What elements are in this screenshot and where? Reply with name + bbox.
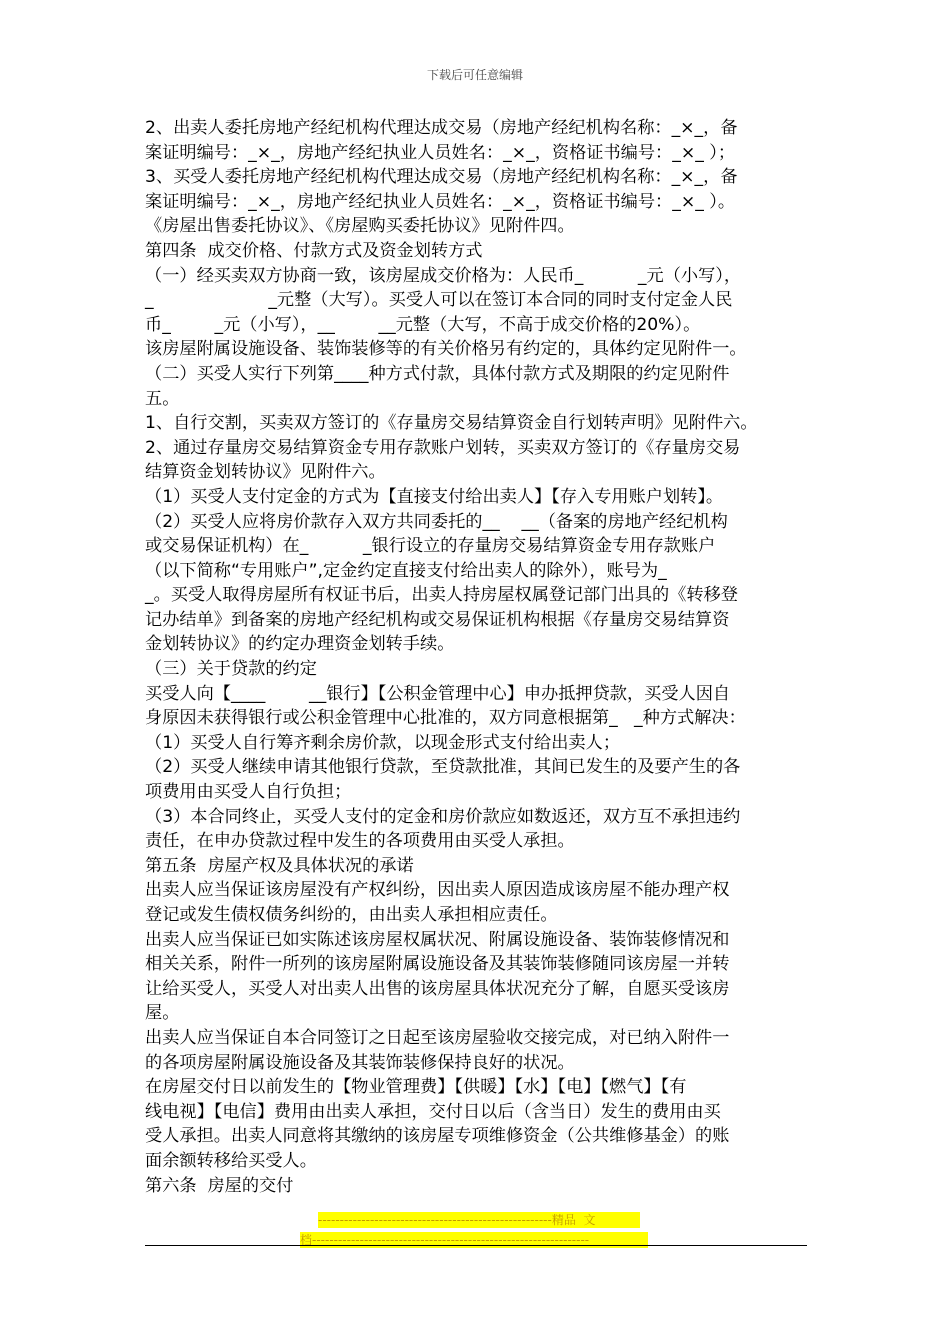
body-line: 《房屋出售委托协议》、《房屋购买委托协议》见附件四。 <box>145 216 575 237</box>
body-line: 五。 <box>145 388 180 409</box>
page-footer <box>300 1212 650 1252</box>
body-line: （1）买受人支付定金的方式为【直接支付给出卖人】【存入专用账户划转】。 <box>145 486 724 507</box>
section-heading: 第六条 房屋的交付 <box>145 1175 294 1196</box>
body-line: 3、买受人委托房地产经纪机构代理达成交易（房地产经纪机构名称：_×_，备 <box>145 167 738 188</box>
body-line: （1）买受人自行筹齐剩余房价款，以现金形式支付给出卖人； <box>145 732 621 753</box>
body-line: （3）本合同终止，买受人支付的定金和房价款应如数返还，双方互不承担违约 <box>145 806 741 827</box>
body-line: 登记或发生债权债务纠纷的，由出卖人承担相应责任。 <box>145 905 558 925</box>
body-line: 相关关系，附件一所列的该房屋附属设施设备及其装饰装修随同该房屋一并转 <box>145 954 730 975</box>
body-line: （2）买受人继续申请其他银行贷款，至贷款批准，其间已发生的及要产生的各 <box>145 757 741 778</box>
body-line: _ _元整（大写）。买受人可以在签订本合同的同时支付定金人民 <box>145 290 733 311</box>
section-heading: 第五条 房屋产权及具体状况的承诺 <box>145 855 414 876</box>
body-line: 受人承担。出卖人同意将其缴纳的该房屋专项维修资金（公共维修基金）的账 <box>145 1126 730 1147</box>
body-line: 买受人向【____ __银行】【公积金管理中心】申办抵押贷款，买受人因自 <box>145 683 731 704</box>
body-line: 案证明编号：_×_，房地产经纪执业人员姓名：_×_，资格证书编号：_×_ ）； <box>145 142 736 163</box>
body-line: （以下简称“专用账户”,定金约定直接支付给出卖人的除外），账号为_ <box>145 560 667 581</box>
body-line: 面余额转移给买受人。 <box>145 1150 317 1171</box>
footer-rule <box>145 1245 807 1246</box>
body-line: 让给买受人，买受人对出卖人出售的该房屋具体状况充分了解，自愿买受该房 <box>145 978 730 999</box>
body-line: 1、自行交割，买卖双方签订的《存量房交易结算资金自行划转声明》见附件六。 <box>145 413 758 434</box>
body-line: 该房屋附属设施设备、装饰装修等的有关价格另有约定的，具体约定见附件一。 <box>145 339 747 360</box>
body-line: 或交易保证机构）在_ _银行设立的存量房交易结算资金专用存款账户 <box>145 536 716 557</box>
body-line: 线电视】【电信】费用由出卖人承担，交付日以后（含当日）发生的费用由买 <box>145 1101 721 1122</box>
body-line: 2、通过存量房交易结算资金专用存款账户划转，买卖双方签订的《存量房交易 <box>145 437 741 458</box>
body-line: （一）经买卖双方协商一致，该房屋成交价格为：人民币_ _元（小写）， <box>145 265 742 286</box>
footer-line-1: ------------------------------------------------------精品 文 <box>318 1212 640 1228</box>
body-line: 案证明编号：_×_，房地产经纪执业人员姓名：_×_，资格证书编号：_×_ ）。 <box>145 191 736 212</box>
body-line: （2）买受人应将房价款存入双方共同委托的__ __（备案的房地产经纪机构 <box>145 511 728 532</box>
body-line: 结算资金划转协议》见附件六。 <box>145 462 386 483</box>
body-line: 在房屋交付日以前发生的【物业管理费】【供暖】【水】【电】【燃气】【有 <box>145 1077 687 1098</box>
body-line: 出卖人应当保证已如实陈述该房屋权属状况、附属设施设备、装饰装修情况和 <box>145 929 730 950</box>
body-line: 屋。 <box>145 1003 180 1024</box>
body-line: 币_ _元（小写），__ __元整（大写，不高于成交价格的20%）。 <box>145 314 701 335</box>
body-line: 出卖人应当保证自本合同签订之日起至该房屋验收交接完成，对已纳入附件一 <box>145 1027 730 1048</box>
body-line: 记办结单》到备案的房地产经纪机构或交易保证机构根据《存量房交易结算资 <box>145 609 730 630</box>
footer-line-2: 档---------------------------------------------------------------- <box>300 1232 648 1248</box>
document-body <box>145 116 813 1198</box>
body-line: （三）关于贷款的约定 <box>145 659 317 680</box>
body-line: 项费用由买受人自行负担； <box>145 782 352 803</box>
body-line: 2、出卖人委托房地产经纪机构代理达成交易（房地产经纪机构名称：_×_，备 <box>145 118 738 138</box>
section-heading: 第四条 成交价格、付款方式及资金划转方式 <box>145 240 483 261</box>
body-line: _。买受人取得房屋所有权证书后，出卖人持房屋权属登记部门出具的《转移登 <box>145 585 738 606</box>
page-header: 下载后可任意编辑 <box>426 68 523 82</box>
body-line: 责任，在申办贷款过程中发生的各项费用由买受人承担。 <box>145 831 575 852</box>
body-line: 身原因未获得银行或公积金管理中心批准的，双方同意根据第_ _种方式解决： <box>145 708 746 729</box>
body-line: 金划转协议》的约定办理资金划转手续。 <box>145 634 455 655</box>
body-line: 的各项房屋附属设施设备及其装饰装修保持良好的状况。 <box>145 1052 575 1073</box>
body-line: （二）买受人实行下列第____种方式付款，具体付款方式及期限的约定见附件 <box>145 363 730 384</box>
body-line: 出卖人应当保证该房屋没有产权纠纷，因出卖人原因造成该房屋不能办理产权 <box>145 880 730 901</box>
